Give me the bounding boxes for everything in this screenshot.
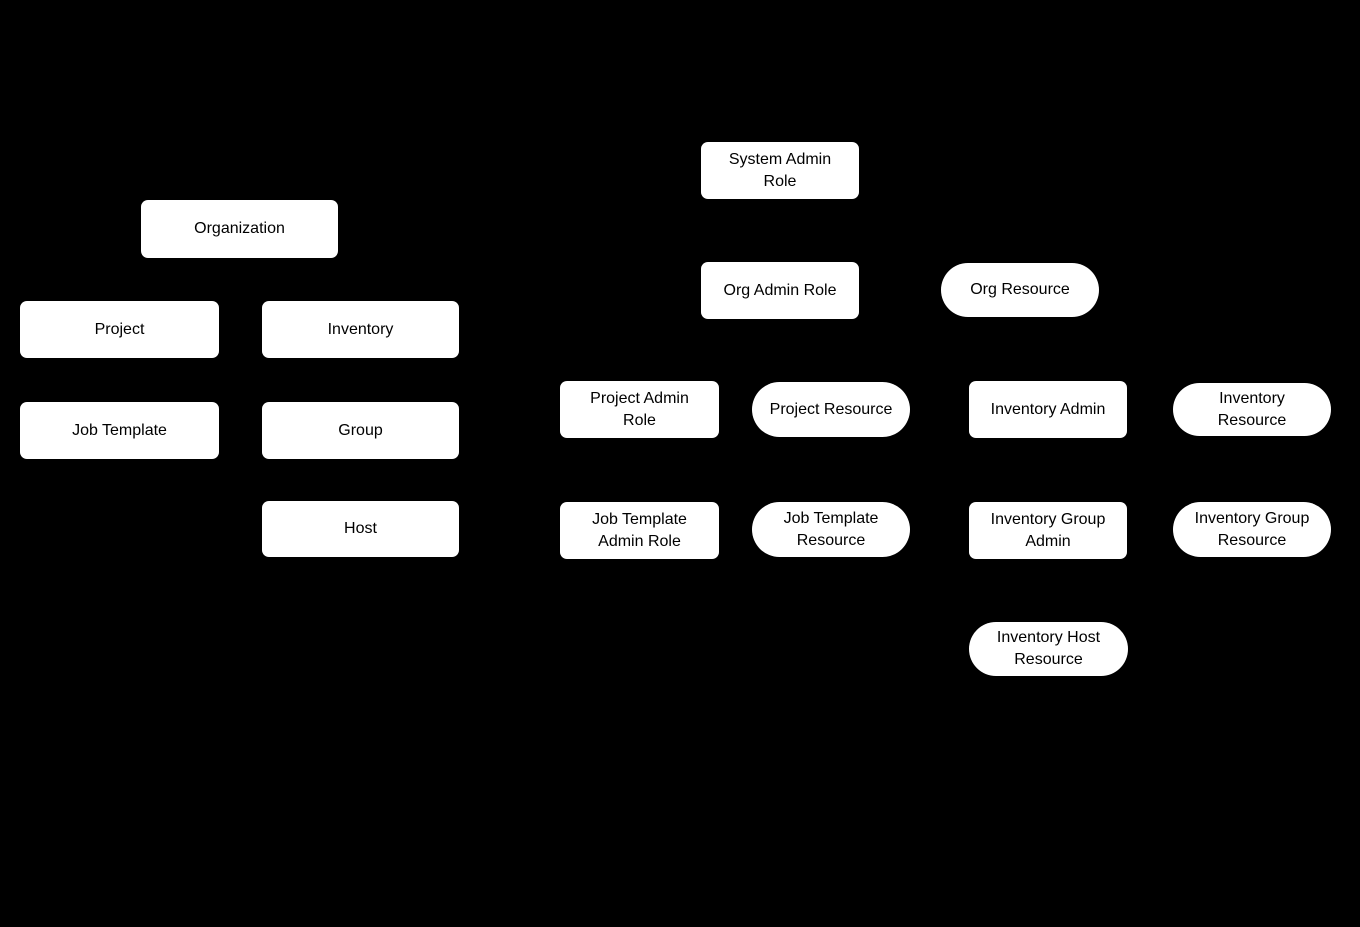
node-system-admin-role (701, 142, 859, 199)
node-label: Inventory Group (1194, 509, 1310, 527)
node-label: Job Template (592, 510, 687, 528)
node-job-template (20, 402, 219, 459)
node-project-admin-role (560, 381, 719, 438)
node-label: Project Resource (769, 400, 893, 418)
node-host (262, 501, 459, 557)
node-label: Org Admin Role (723, 281, 837, 299)
node-label: Resource (1014, 651, 1083, 668)
node-label: Admin Role (598, 532, 681, 550)
node-label: Org Resource (970, 281, 1070, 298)
node-label: Admin (1025, 532, 1071, 550)
node-label: System Admin (728, 150, 832, 168)
node-label: Project Admin (590, 389, 689, 407)
node-inventory-group-resource (1173, 502, 1331, 557)
node-inventory-group-admin (969, 502, 1127, 559)
node-label: Job Template (783, 509, 879, 527)
node-inventory-resource (1173, 383, 1331, 436)
node-inventory (262, 301, 459, 358)
node-inventory-admin (969, 381, 1127, 438)
node-label: Inventory (1219, 389, 1285, 407)
node-label: Host (344, 520, 377, 537)
node-project (20, 301, 219, 358)
node-org-admin-role (701, 262, 859, 319)
node-project-resource (752, 382, 910, 437)
node-label: Inventory Admin (990, 400, 1106, 418)
node-label: Resource (1217, 531, 1287, 549)
node-organization (141, 200, 338, 258)
node-label: Resource (796, 531, 866, 549)
node-label: Group (338, 421, 383, 439)
node-label: Inventory (327, 320, 394, 338)
node-label: Inventory Group (990, 510, 1106, 528)
node-inventory-host-resource (969, 622, 1128, 676)
node-org-resource (941, 263, 1099, 317)
node-label: Resource (1217, 411, 1287, 429)
node-job-template-admin-role (560, 502, 719, 559)
node-label: Role (763, 172, 797, 190)
node-label: Organization (194, 220, 285, 237)
node-label: Role (623, 411, 656, 429)
node-label: Project (94, 320, 145, 338)
node-label: Inventory Host (996, 629, 1101, 646)
node-label: Job Template (72, 421, 167, 439)
node-group (262, 402, 459, 459)
node-job-template-resource (752, 502, 910, 557)
